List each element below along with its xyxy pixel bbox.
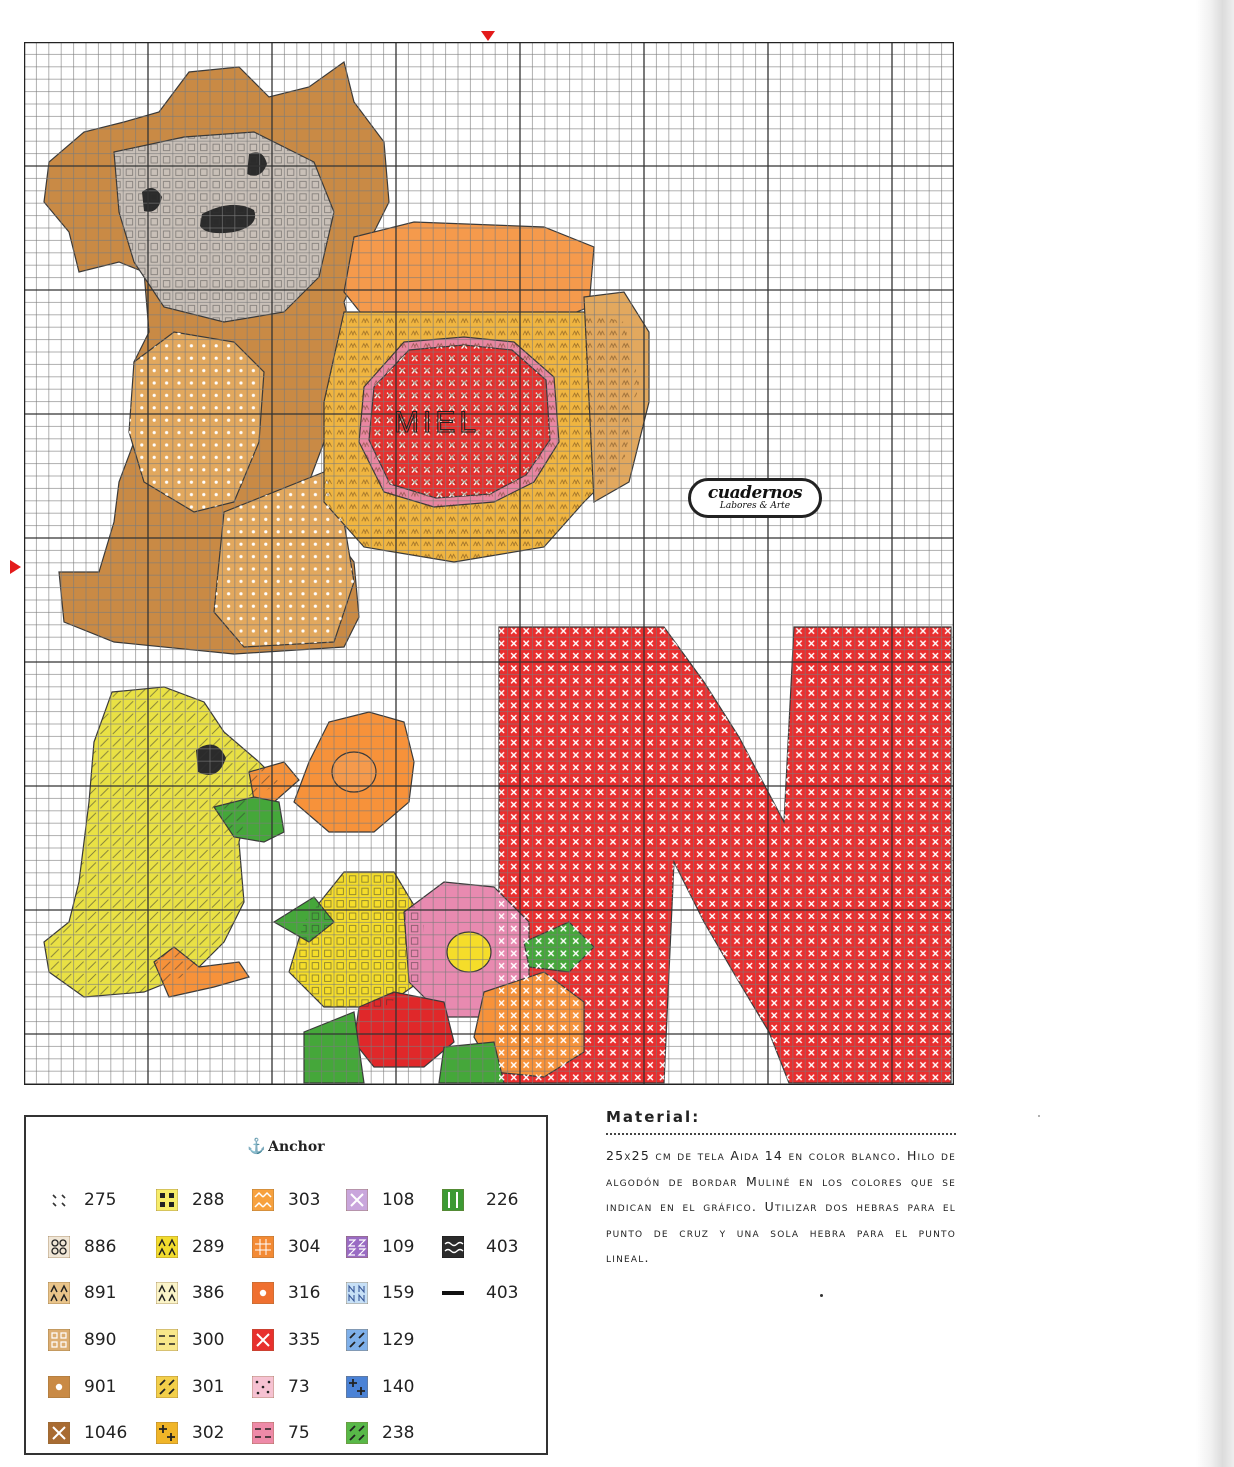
thread-swatch-icon — [156, 1236, 178, 1258]
thread-code: 159 — [382, 1283, 415, 1304]
thread-code: 108 — [382, 1190, 415, 1211]
thread-code: 335 — [288, 1330, 321, 1351]
thread-code: 891 — [84, 1283, 117, 1304]
thread-code: 238 — [382, 1423, 415, 1444]
thread-swatch-icon — [346, 1329, 368, 1351]
thread-code: 275 — [84, 1190, 117, 1211]
legend-item — [156, 1224, 224, 1271]
legend-item — [156, 1410, 224, 1457]
legend-item — [48, 1270, 127, 1317]
legend-column — [442, 1177, 518, 1317]
center-marker-top — [481, 31, 495, 41]
thread-swatch-icon — [252, 1282, 274, 1304]
thread-code: 403 — [486, 1283, 519, 1304]
thread-code: 140 — [382, 1376, 415, 1397]
thread-code: 300 — [192, 1330, 225, 1351]
thread-code: 109 — [382, 1236, 415, 1257]
thread-code: 316 — [288, 1283, 321, 1304]
legend-title — [26, 1137, 546, 1155]
legend-item — [48, 1177, 127, 1224]
thread-swatch-icon — [252, 1329, 274, 1351]
legend-item — [48, 1224, 127, 1271]
thread-code: 890 — [84, 1330, 117, 1351]
thread-code: 386 — [192, 1283, 225, 1304]
thread-code: 288 — [192, 1190, 225, 1211]
color-legend — [24, 1115, 548, 1455]
legend-item — [156, 1270, 224, 1317]
thread-swatch-icon — [48, 1282, 70, 1304]
thread-swatch-icon — [156, 1376, 178, 1398]
legend-item — [346, 1363, 414, 1410]
thread-swatch-icon — [442, 1282, 464, 1304]
thread-code: 129 — [382, 1330, 415, 1351]
legend-brand: Anchor — [268, 1139, 325, 1155]
thread-code: 1046 — [84, 1423, 128, 1444]
legend-column — [48, 1177, 127, 1457]
legend-item — [48, 1363, 127, 1410]
logo-sub-text: Labores & Arte — [719, 501, 791, 511]
legend-item — [442, 1224, 518, 1271]
chart-canvas — [24, 42, 954, 1085]
legend-item — [156, 1317, 224, 1364]
thread-swatch-icon — [346, 1236, 368, 1258]
legend-item — [442, 1270, 518, 1317]
thread-swatch-icon — [156, 1422, 178, 1444]
legend-item — [48, 1410, 127, 1457]
thread-swatch-icon — [252, 1236, 274, 1258]
legend-item — [156, 1177, 224, 1224]
legend-item — [252, 1177, 320, 1224]
thread-code: 302 — [192, 1423, 225, 1444]
page-edge-shadow — [1196, 0, 1234, 1467]
thread-code: 226 — [486, 1190, 519, 1211]
legend-item — [346, 1317, 414, 1364]
thread-swatch-icon — [48, 1422, 70, 1444]
thread-swatch-icon — [48, 1376, 70, 1398]
thread-swatch-icon — [252, 1189, 274, 1211]
thread-swatch-icon — [48, 1329, 70, 1351]
logo-main-text: cuadernos — [707, 483, 803, 503]
legend-column — [346, 1177, 414, 1457]
legend-column — [156, 1177, 224, 1457]
legend-item — [252, 1410, 320, 1457]
anchor-icon: ⚓ — [247, 1137, 267, 1155]
thread-code: 886 — [84, 1236, 117, 1257]
thread-swatch-icon — [252, 1422, 274, 1444]
legend-item — [346, 1270, 414, 1317]
center-marker-left — [10, 560, 21, 574]
heart-label: MIEL — [394, 406, 481, 439]
thread-swatch-icon — [442, 1189, 464, 1211]
material-section — [606, 1108, 956, 1271]
thread-swatch-icon — [442, 1236, 464, 1258]
print-speck — [820, 1294, 823, 1297]
thread-code: 73 — [288, 1376, 310, 1397]
legend-item — [442, 1177, 518, 1224]
legend-item — [48, 1317, 127, 1364]
thread-code: 901 — [84, 1376, 117, 1397]
legend-item — [252, 1270, 320, 1317]
legend-item — [346, 1177, 414, 1224]
material-text: 25x25 cm de tela Aida 14 en color blanco. Hilo de algodón de bordar Muliné en los colores que se indican en el gráfico. Utilizar dos hebras para el punto de cruz y una sola hebra para el punto lineal. — [606, 1148, 956, 1265]
legend-item — [252, 1317, 320, 1364]
thread-code: 403 — [486, 1236, 519, 1257]
thread-swatch-icon — [346, 1282, 368, 1304]
thread-swatch-icon — [346, 1422, 368, 1444]
legend-item — [346, 1224, 414, 1271]
print-speck — [1038, 1115, 1040, 1117]
thread-code: 301 — [192, 1376, 225, 1397]
legend-item — [252, 1363, 320, 1410]
thread-code: 303 — [288, 1190, 321, 1211]
legend-column — [252, 1177, 320, 1457]
legend-item — [346, 1410, 414, 1457]
legend-item — [156, 1363, 224, 1410]
thread-swatch-icon — [156, 1282, 178, 1304]
thread-swatch-icon — [156, 1329, 178, 1351]
thread-swatch-icon — [252, 1376, 274, 1398]
thread-swatch-icon — [346, 1376, 368, 1398]
thread-code: 304 — [288, 1236, 321, 1257]
cross-stitch-chart — [24, 42, 954, 1085]
thread-swatch-icon — [48, 1189, 70, 1211]
legend-item — [252, 1224, 320, 1271]
thread-swatch-icon — [346, 1189, 368, 1211]
material-title: Material: — [606, 1108, 956, 1135]
thread-swatch-icon — [48, 1236, 70, 1258]
thread-code: 289 — [192, 1236, 225, 1257]
thread-code: 75 — [288, 1423, 310, 1444]
cuadernos-logo — [688, 478, 822, 518]
thread-swatch-icon — [156, 1189, 178, 1211]
